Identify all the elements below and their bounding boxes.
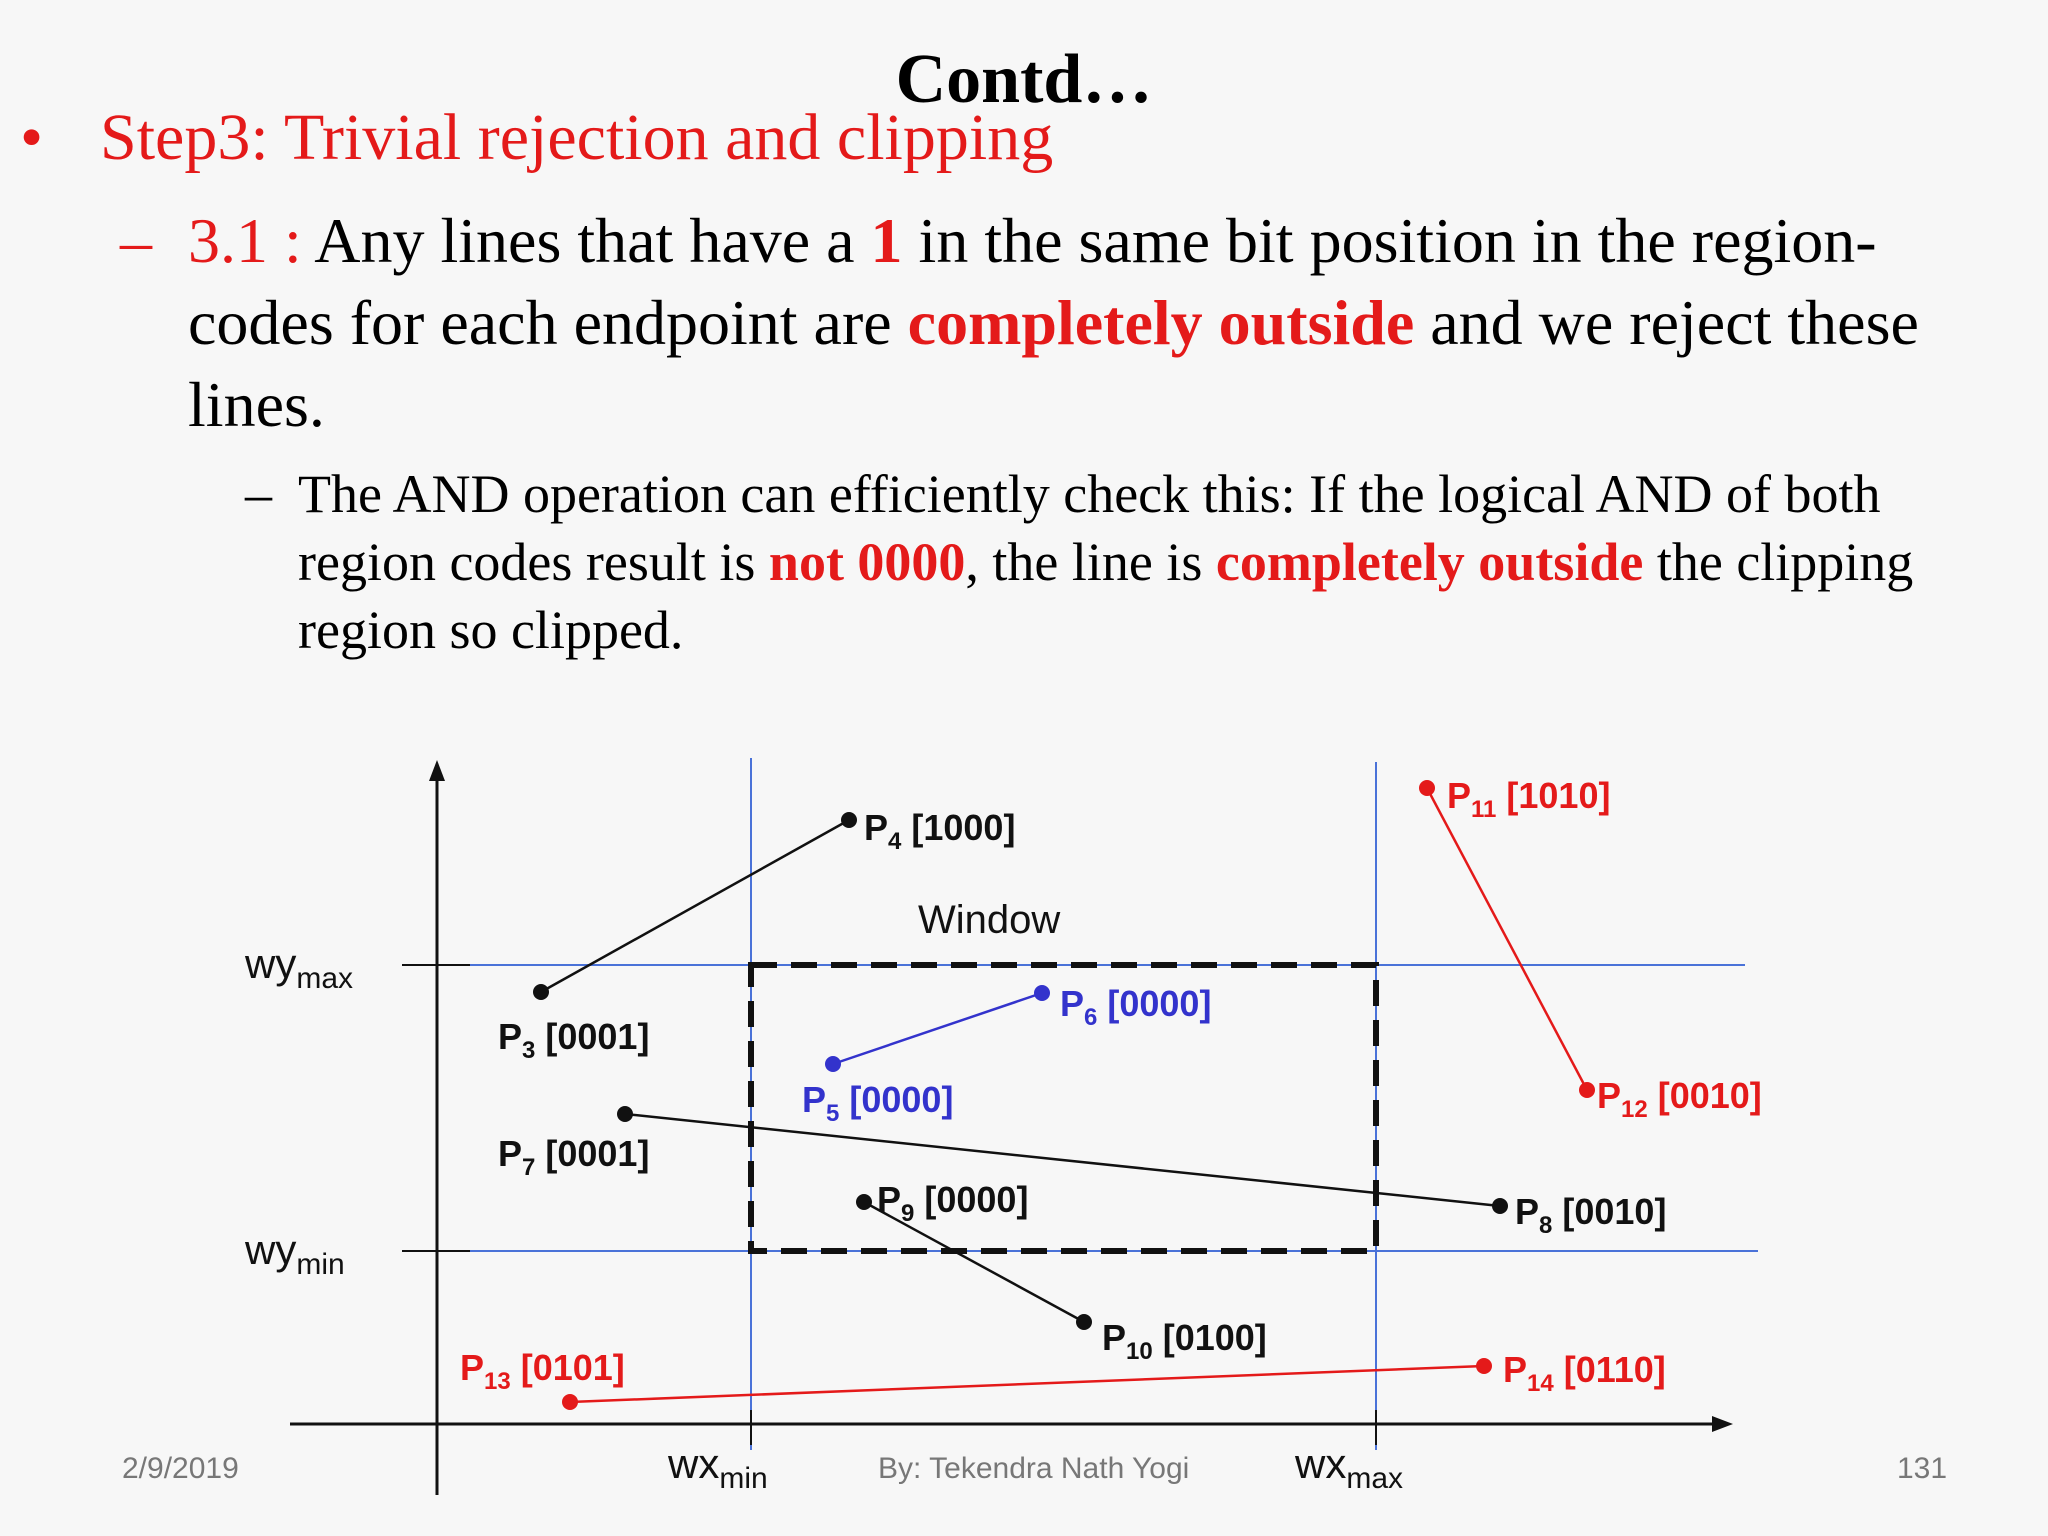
subsub-text-2: , the line is [965,532,1216,592]
point-p13 [562,1394,578,1410]
segment-p5-p6 [833,993,1042,1064]
label-p7 [498,1133,649,1181]
label-p7-code: [0001] [545,1133,650,1174]
label-p11 [1447,775,1610,823]
label-p4-name: P [864,807,889,848]
label-p12-code: [0010] [1657,1075,1762,1116]
segment-p7-p8 [625,1114,1500,1206]
x-axis-arrow [1712,1416,1733,1432]
sub-text-2: in the same bit position in the region-codes for each endpoint are [188,205,1877,358]
label-p9-sub: 9 [901,1200,915,1227]
point-p4 [841,812,857,828]
segment-p11-p12 [1427,788,1587,1090]
wxmax-base: wx [1295,1440,1347,1487]
label-p8-sub: 8 [1539,1212,1553,1239]
point-p12 [1579,1082,1595,1098]
label-p10-code: [0100] [1162,1317,1267,1358]
label-p14-sub: 14 [1527,1370,1554,1397]
point-p5 [825,1056,841,1072]
footer-page-number: 131 [1897,1452,1948,1485]
wymax-label [244,940,353,995]
sub-text-3: and we reject these lines. [188,287,1919,440]
label-p4 [864,807,1015,855]
wymin-label [244,1226,345,1281]
subsub-text-3: the clipping region so clipped. [298,532,1914,660]
label-p13-code: [0101] [520,1347,625,1388]
wymax-base: wy [245,940,297,987]
label-p5-code: [0000] [849,1079,954,1120]
label-p13-sub: 13 [484,1368,511,1395]
label-p14 [1503,1349,1666,1397]
label-p7-sub: 7 [522,1154,536,1181]
label-p12-sub: 12 [1621,1096,1648,1123]
label-p3-code: [0001] [545,1016,650,1057]
wxmin-label [667,1440,768,1495]
label-p5-name: P [802,1079,827,1120]
label-p9 [877,1179,1028,1227]
window-label: Window [918,898,1061,942]
slide-title: Contd… [895,41,1153,118]
y-axis-arrow [429,760,445,781]
label-p13 [460,1347,625,1395]
label-p9-name: P [877,1179,902,1220]
point-p8 [1492,1198,1508,1214]
sub-emphasis: completely outside [907,287,1415,358]
wymax-sub: max [296,962,354,995]
segment-p9-p10 [864,1202,1084,1322]
bullet-text: Step3: Trivial rejection and clipping [100,101,1054,174]
wymin-sub: min [296,1248,345,1281]
point-p9 [856,1194,872,1210]
sub-text-1: Any lines that have a [301,205,871,276]
label-p6-code: [0000] [1107,983,1212,1024]
label-p12 [1597,1075,1762,1123]
subsub-emphasis-1: not 0000 [768,532,966,592]
label-p5 [802,1079,953,1127]
point-p3 [533,984,549,1000]
label-p10-sub: 10 [1126,1338,1153,1365]
label-p4-sub: 4 [888,828,902,855]
label-p10 [1102,1317,1267,1365]
label-p8-name: P [1515,1191,1540,1232]
wymin-base: wy [245,1226,297,1273]
label-p3-name: P [498,1016,523,1057]
label-p7-name: P [498,1133,523,1174]
wxmin-sub: min [719,1462,768,1495]
label-p8 [1515,1191,1666,1239]
label-p10-name: P [1102,1317,1127,1358]
footer-author: By: Tekendra Nath Yogi [878,1452,1190,1485]
label-p6-sub: 6 [1084,1004,1098,1031]
label-p4-code: [1000] [911,807,1016,848]
subsub-emphasis-2: completely outside [1215,532,1644,592]
label-p14-name: P [1503,1349,1528,1390]
label-p8-code: [0010] [1562,1191,1667,1232]
label-p11-name: P [1447,775,1472,816]
label-p5-sub: 5 [826,1100,840,1127]
point-p10 [1076,1314,1092,1330]
label-p11-sub: 11 [1471,796,1497,823]
label-p6-name: P [1060,983,1085,1024]
label-p13-name: P [460,1347,485,1388]
footer-date: 2/9/2019 [122,1452,239,1485]
bullet-marker: • [20,101,44,174]
point-p14 [1476,1358,1492,1374]
wxmin-base: wx [668,1440,720,1487]
label-p9-code: [0000] [924,1179,1029,1220]
subsub-dash: – [245,464,272,524]
label-p3 [498,1016,649,1064]
wxmax-label [1294,1440,1403,1495]
point-p11 [1419,780,1435,796]
subsub-text-1: The AND operation can efficiently check this: If the logical AND of both region codes result is [298,464,1881,592]
point-p6 [1034,985,1050,1001]
wxmax-sub: max [1346,1462,1404,1495]
sub-number: 3.1 : [188,205,302,276]
point-p7 [617,1106,633,1122]
label-p12-name: P [1597,1075,1622,1116]
sub-one: 1 [870,205,903,276]
label-p6 [1060,983,1211,1031]
segment-p13-p14 [570,1366,1484,1402]
label-p11-code: [1010] [1506,775,1611,816]
label-p14-code: [0110] [1563,1349,1666,1390]
sub-dash: – [120,205,152,276]
label-p3-sub: 3 [522,1037,536,1064]
